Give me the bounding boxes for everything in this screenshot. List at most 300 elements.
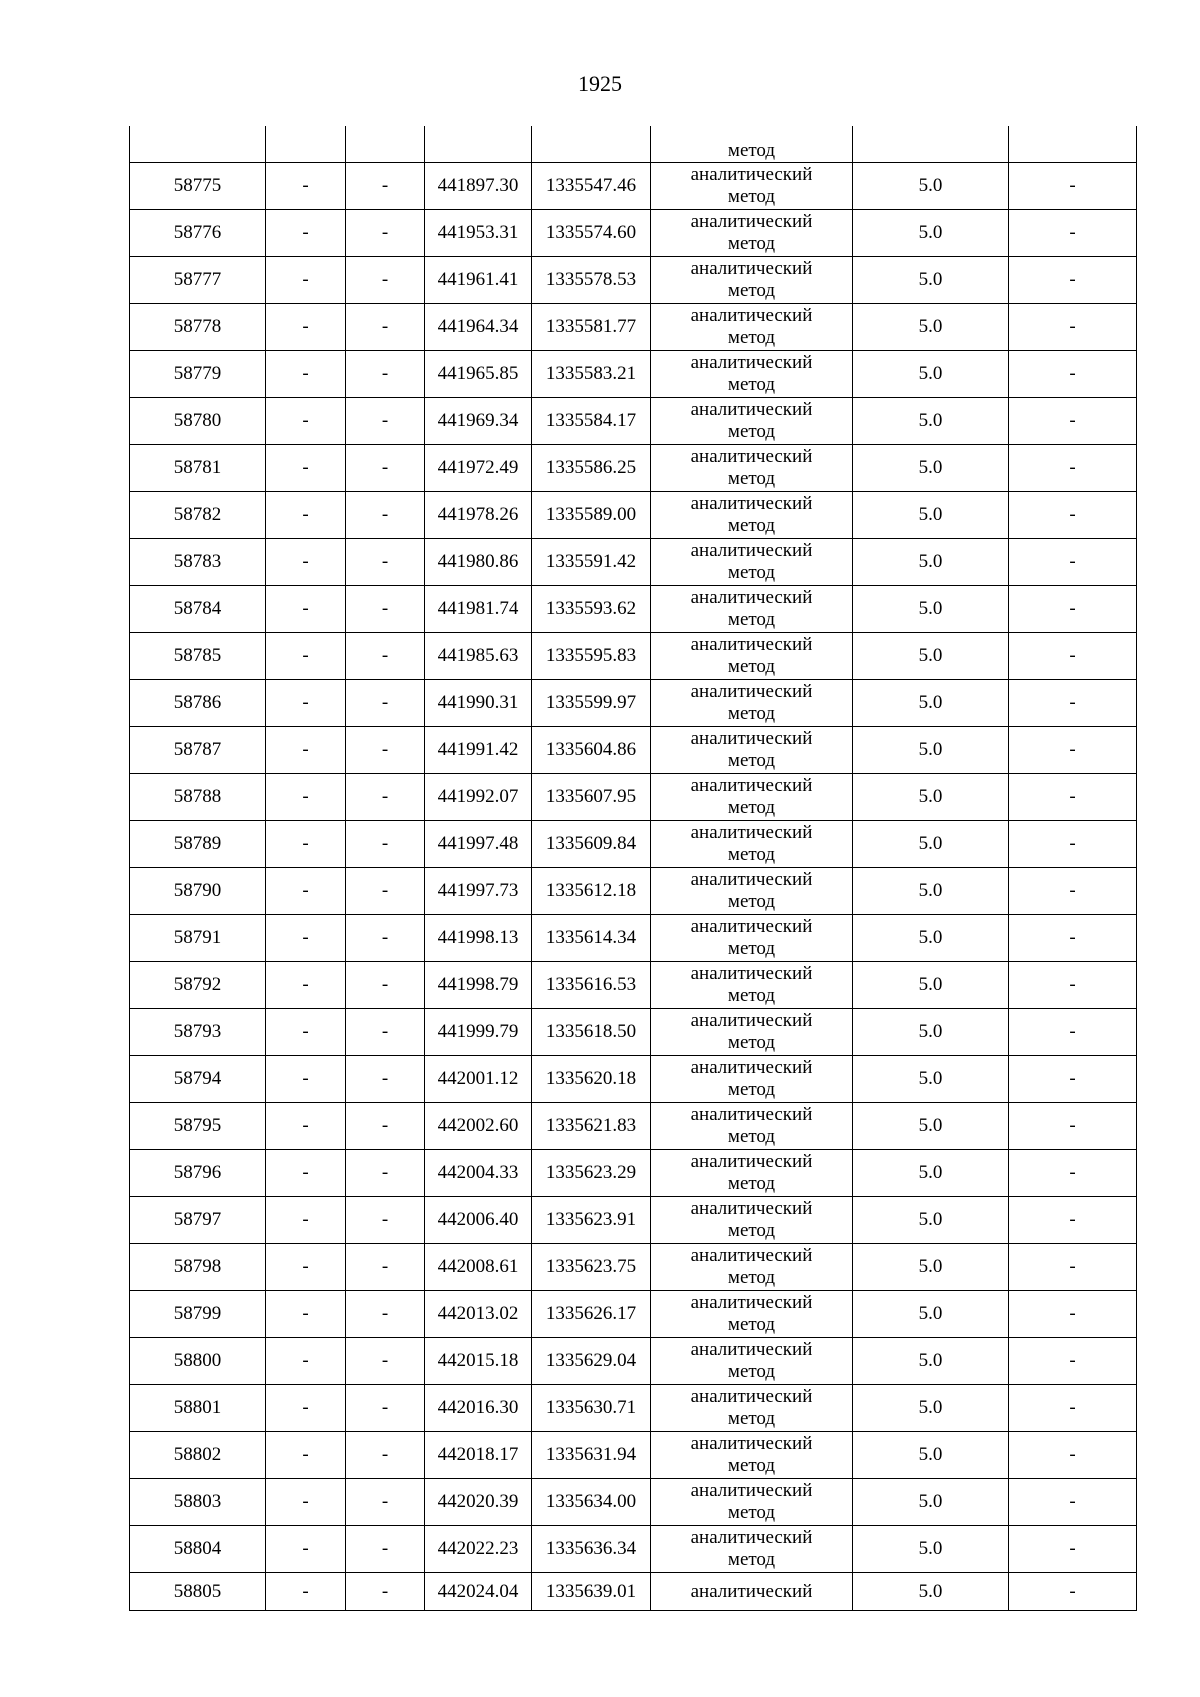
cell-point-id: 58789 <box>130 821 266 868</box>
cell-point-id: 58803 <box>130 1479 266 1526</box>
method-line-1: аналитический <box>690 1339 813 1360</box>
method-line-1: аналитический <box>690 1245 813 1266</box>
cell-method <box>651 398 853 445</box>
cell-method <box>651 1009 853 1056</box>
cell-col3: - <box>346 163 425 210</box>
cell-col2: - <box>266 1432 346 1479</box>
cell-col8: - <box>1009 1009 1137 1056</box>
cell-y: 1335639.01 <box>532 1573 651 1611</box>
cell-y: 1335581.77 <box>532 304 651 351</box>
cell-method <box>651 1197 853 1244</box>
cell-col3: - <box>346 1385 425 1432</box>
cell-col2: - <box>266 1291 346 1338</box>
cell-x: 441997.73 <box>425 868 532 915</box>
method-line-1: аналитический <box>690 352 813 373</box>
cell-accuracy: 5.0 <box>853 398 1009 445</box>
cell-col8: - <box>1009 539 1137 586</box>
cell-accuracy: 5.0 <box>853 539 1009 586</box>
table-row <box>130 727 1137 774</box>
cell-col3: - <box>346 1103 425 1150</box>
cell-accuracy: 5.0 <box>853 1197 1009 1244</box>
method-line-1: аналитический <box>690 1057 813 1078</box>
cell-y: 1335583.21 <box>532 351 651 398</box>
cell-point-id: 58805 <box>130 1573 266 1611</box>
cell-col2: - <box>266 1479 346 1526</box>
cell-col8: - <box>1009 304 1137 351</box>
cell-col3: - <box>346 1338 425 1385</box>
method-line-1: аналитический <box>690 728 813 749</box>
cell-accuracy: 5.0 <box>853 633 1009 680</box>
cell-point-id: 58795 <box>130 1103 266 1150</box>
method-line-1: аналитический <box>690 399 813 420</box>
method-line-2: метод <box>727 797 776 818</box>
table-row <box>130 539 1137 586</box>
cell-y: 1335586.25 <box>532 445 651 492</box>
method-line-2: метод <box>727 515 776 536</box>
cell-x: 442018.17 <box>425 1432 532 1479</box>
cell-y: 1335593.62 <box>532 586 651 633</box>
cell-col3: - <box>346 774 425 821</box>
cell-col8: - <box>1009 1526 1137 1573</box>
method-line-2: метод <box>727 844 776 865</box>
cell-method <box>651 774 853 821</box>
cell-col2: - <box>266 1009 346 1056</box>
table-row <box>130 1432 1137 1479</box>
table-row <box>130 257 1137 304</box>
cell-x: 442002.60 <box>425 1103 532 1150</box>
method-line-2: метод <box>727 1361 776 1382</box>
cell-col3: - <box>346 1056 425 1103</box>
cell-x: 442013.02 <box>425 1291 532 1338</box>
cell-x: 441961.41 <box>425 257 532 304</box>
cell-col8: - <box>1009 586 1137 633</box>
cell-x: 441980.86 <box>425 539 532 586</box>
cell-point-id: 58800 <box>130 1338 266 1385</box>
table-row <box>130 1056 1137 1103</box>
method-line-2: метод <box>727 468 776 489</box>
method-line-1: аналитический <box>690 1386 813 1407</box>
cell-y: 1335630.71 <box>532 1385 651 1432</box>
cell-method <box>651 680 853 727</box>
cell-col2: - <box>266 962 346 1009</box>
cell-empty <box>532 126 651 163</box>
cell-x: 441978.26 <box>425 492 532 539</box>
cell-col2: - <box>266 257 346 304</box>
cell-accuracy: 5.0 <box>853 727 1009 774</box>
cell-method <box>651 210 853 257</box>
cell-point-id: 58799 <box>130 1291 266 1338</box>
cell-y: 1335629.04 <box>532 1338 651 1385</box>
cell-method <box>651 539 853 586</box>
cell-point-id: 58802 <box>130 1432 266 1479</box>
cell-method <box>651 1291 853 1338</box>
cell-col2: - <box>266 727 346 774</box>
cell-y: 1335595.83 <box>532 633 651 680</box>
cell-col8: - <box>1009 962 1137 1009</box>
cell-accuracy: 5.0 <box>853 915 1009 962</box>
cell-col8: - <box>1009 1197 1137 1244</box>
cell-y: 1335623.91 <box>532 1197 651 1244</box>
cell-col8: - <box>1009 1291 1137 1338</box>
cell-accuracy: 5.0 <box>853 1150 1009 1197</box>
cell-x: 442020.39 <box>425 1479 532 1526</box>
cell-accuracy: 5.0 <box>853 351 1009 398</box>
table-row <box>130 1526 1137 1573</box>
cell-accuracy: 5.0 <box>853 821 1009 868</box>
cell-accuracy: 5.0 <box>853 492 1009 539</box>
cell-method-continuation: метод <box>651 126 853 163</box>
cell-point-id: 58775 <box>130 163 266 210</box>
table-row <box>130 1197 1137 1244</box>
method-line-1: аналитический <box>690 211 813 232</box>
cell-col8: - <box>1009 633 1137 680</box>
cell-col2: - <box>266 539 346 586</box>
cell-method <box>651 1338 853 1385</box>
cell-col3: - <box>346 445 425 492</box>
cell-accuracy: 5.0 <box>853 1103 1009 1150</box>
table-row <box>130 821 1137 868</box>
cell-accuracy: 5.0 <box>853 586 1009 633</box>
cell-col3: - <box>346 257 425 304</box>
cell-col2: - <box>266 586 346 633</box>
cell-point-id: 58804 <box>130 1526 266 1573</box>
method-line-1: аналитический <box>690 1433 813 1454</box>
cell-col2: - <box>266 868 346 915</box>
method-line-1: аналитический <box>690 164 813 185</box>
cell-col3: - <box>346 304 425 351</box>
cell-method <box>651 1479 853 1526</box>
cell-y: 1335584.17 <box>532 398 651 445</box>
method-line-2: метод <box>727 562 776 583</box>
cell-y: 1335612.18 <box>532 868 651 915</box>
cell-x: 441997.48 <box>425 821 532 868</box>
cell-y: 1335618.50 <box>532 1009 651 1056</box>
cell-col3: - <box>346 1432 425 1479</box>
cell-empty <box>1009 126 1137 163</box>
cell-col8: - <box>1009 1479 1137 1526</box>
cell-accuracy: 5.0 <box>853 1479 1009 1526</box>
cell-point-id: 58801 <box>130 1385 266 1432</box>
table-row <box>130 1150 1137 1197</box>
cell-col8: - <box>1009 868 1137 915</box>
cell-x: 442024.04 <box>425 1573 532 1611</box>
cell-x: 441990.31 <box>425 680 532 727</box>
cell-accuracy: 5.0 <box>853 774 1009 821</box>
table-row <box>130 1009 1137 1056</box>
cell-col2: - <box>266 1338 346 1385</box>
cell-col2: - <box>266 821 346 868</box>
cell-col8: - <box>1009 398 1137 445</box>
continuation-row <box>130 126 1137 163</box>
cell-point-id: 58798 <box>130 1244 266 1291</box>
table-row <box>130 1244 1137 1291</box>
method-line-1: аналитический <box>690 493 813 514</box>
cell-x: 441965.85 <box>425 351 532 398</box>
cell-empty <box>266 126 346 163</box>
method-line-2: метод <box>727 1267 776 1288</box>
cell-x: 441985.63 <box>425 633 532 680</box>
cell-x: 441998.13 <box>425 915 532 962</box>
method-line-2: метод <box>727 750 776 771</box>
cell-method <box>651 492 853 539</box>
cell-col3: - <box>346 586 425 633</box>
cell-point-id: 58779 <box>130 351 266 398</box>
cell-point-id: 58796 <box>130 1150 266 1197</box>
method-line-1: аналитический <box>690 634 813 655</box>
cell-col8: - <box>1009 1338 1137 1385</box>
cell-col2: - <box>266 445 346 492</box>
cell-col3: - <box>346 1150 425 1197</box>
cell-accuracy: 5.0 <box>853 1432 1009 1479</box>
method-line-1: аналитический <box>690 822 813 843</box>
cell-col8: - <box>1009 210 1137 257</box>
cell-col8: - <box>1009 1385 1137 1432</box>
cell-method <box>651 351 853 398</box>
table-row <box>130 915 1137 962</box>
cell-accuracy: 5.0 <box>853 1291 1009 1338</box>
cell-col2: - <box>266 210 346 257</box>
cell-col2: - <box>266 1573 346 1611</box>
cell-method <box>651 304 853 351</box>
cell-point-id: 58776 <box>130 210 266 257</box>
cell-col8: - <box>1009 351 1137 398</box>
cell-method <box>651 586 853 633</box>
cell-col2: - <box>266 398 346 445</box>
cell-col2: - <box>266 1103 346 1150</box>
cell-method: аналитический <box>651 1573 853 1611</box>
table-row <box>130 774 1137 821</box>
cell-y: 1335620.18 <box>532 1056 651 1103</box>
cell-col2: - <box>266 633 346 680</box>
cell-accuracy: 5.0 <box>853 445 1009 492</box>
cell-col3: - <box>346 915 425 962</box>
method-line-2: метод <box>727 1549 776 1570</box>
table-row <box>130 492 1137 539</box>
method-line-2: метод <box>727 327 776 348</box>
cell-x: 442015.18 <box>425 1338 532 1385</box>
cell-col3: - <box>346 633 425 680</box>
cell-y: 1335591.42 <box>532 539 651 586</box>
cell-point-id: 58778 <box>130 304 266 351</box>
cell-col8: - <box>1009 1150 1137 1197</box>
cell-method <box>651 868 853 915</box>
cell-col3: - <box>346 1291 425 1338</box>
cell-accuracy: 5.0 <box>853 1573 1009 1611</box>
cell-point-id: 58792 <box>130 962 266 1009</box>
table-row <box>130 1338 1137 1385</box>
method-line-2: метод <box>727 186 776 207</box>
cell-accuracy: 5.0 <box>853 680 1009 727</box>
cell-accuracy: 5.0 <box>853 1009 1009 1056</box>
method-line-1: аналитический <box>690 1010 813 1031</box>
method-line-1: аналитический <box>690 446 813 467</box>
coordinates-table <box>129 126 1137 1611</box>
cell-col8: - <box>1009 821 1137 868</box>
method-line-1: аналитический <box>690 681 813 702</box>
cell-method <box>651 633 853 680</box>
cell-method <box>651 1056 853 1103</box>
cell-accuracy: 5.0 <box>853 163 1009 210</box>
method-line-1: аналитический <box>690 1104 813 1125</box>
method-line-2: метод <box>727 1314 776 1335</box>
cell-method <box>651 1526 853 1573</box>
table-row <box>130 1479 1137 1526</box>
cell-col8: - <box>1009 257 1137 304</box>
table-row <box>130 398 1137 445</box>
cell-method <box>651 1385 853 1432</box>
cell-y: 1335599.97 <box>532 680 651 727</box>
cell-x: 441999.79 <box>425 1009 532 1056</box>
cell-y: 1335589.00 <box>532 492 651 539</box>
cell-method <box>651 915 853 962</box>
cell-accuracy: 5.0 <box>853 962 1009 1009</box>
method-line-2: метод <box>727 1220 776 1241</box>
cell-method <box>651 1432 853 1479</box>
cell-point-id: 58784 <box>130 586 266 633</box>
cell-x: 441964.34 <box>425 304 532 351</box>
cell-method <box>651 821 853 868</box>
cell-col3: - <box>346 1526 425 1573</box>
method-line-1: аналитический <box>690 1198 813 1219</box>
table-row <box>130 1103 1137 1150</box>
cell-col3: - <box>346 398 425 445</box>
cell-col3: - <box>346 868 425 915</box>
cell-y: 1335623.75 <box>532 1244 651 1291</box>
cell-accuracy: 5.0 <box>853 1385 1009 1432</box>
cell-col2: - <box>266 304 346 351</box>
cell-y: 1335604.86 <box>532 727 651 774</box>
method-line-1: аналитический <box>690 963 813 984</box>
cell-col3: - <box>346 1479 425 1526</box>
cell-x: 441969.34 <box>425 398 532 445</box>
cell-x: 441981.74 <box>425 586 532 633</box>
cell-point-id: 58794 <box>130 1056 266 1103</box>
method-line-2: метод <box>727 1502 776 1523</box>
cell-y: 1335614.34 <box>532 915 651 962</box>
cell-col3: - <box>346 821 425 868</box>
cell-accuracy: 5.0 <box>853 210 1009 257</box>
cell-y: 1335616.53 <box>532 962 651 1009</box>
cell-y: 1335578.53 <box>532 257 651 304</box>
cell-col2: - <box>266 1244 346 1291</box>
method-line-1: аналитический <box>690 540 813 561</box>
cell-y: 1335623.29 <box>532 1150 651 1197</box>
method-line-1: аналитический <box>690 305 813 326</box>
cell-point-id: 58793 <box>130 1009 266 1056</box>
cell-col3: - <box>346 962 425 1009</box>
table-row <box>130 680 1137 727</box>
cell-point-id: 58781 <box>130 445 266 492</box>
cell-x: 442008.61 <box>425 1244 532 1291</box>
cell-col3: - <box>346 1009 425 1056</box>
cell-x: 441992.07 <box>425 774 532 821</box>
cell-col2: - <box>266 1385 346 1432</box>
method-line-2: метод <box>727 891 776 912</box>
cell-point-id: 58791 <box>130 915 266 962</box>
cell-point-id: 58786 <box>130 680 266 727</box>
cell-point-id: 58790 <box>130 868 266 915</box>
cell-col3: - <box>346 680 425 727</box>
cell-point-id: 58787 <box>130 727 266 774</box>
cell-col3: - <box>346 1244 425 1291</box>
method-line-1: аналитический <box>690 1480 813 1501</box>
method-line-1: аналитический <box>690 916 813 937</box>
method-line-2: метод <box>727 1032 776 1053</box>
cell-col2: - <box>266 1197 346 1244</box>
cell-empty <box>346 126 425 163</box>
method-line-1: аналитический <box>690 1527 813 1548</box>
cell-accuracy: 5.0 <box>853 1244 1009 1291</box>
method-line-2: метод <box>727 938 776 959</box>
cell-accuracy: 5.0 <box>853 304 1009 351</box>
table-row <box>130 633 1137 680</box>
cell-col8: - <box>1009 1432 1137 1479</box>
method-line-2: метод <box>727 1126 776 1147</box>
cell-point-id: 58785 <box>130 633 266 680</box>
cell-col2: - <box>266 774 346 821</box>
cell-col3: - <box>346 210 425 257</box>
table-row <box>130 1385 1137 1432</box>
cell-col3: - <box>346 492 425 539</box>
table-row <box>130 1291 1137 1338</box>
cell-empty <box>425 126 532 163</box>
cell-col8: - <box>1009 915 1137 962</box>
method-line-2: метод <box>727 374 776 395</box>
cell-col2: - <box>266 492 346 539</box>
cell-y: 1335626.17 <box>532 1291 651 1338</box>
table-row <box>130 351 1137 398</box>
cell-col2: - <box>266 1150 346 1197</box>
cell-method <box>651 1244 853 1291</box>
cell-accuracy: 5.0 <box>853 1526 1009 1573</box>
method-line-2: метод <box>727 1173 776 1194</box>
cell-col2: - <box>266 915 346 962</box>
cell-x: 442004.33 <box>425 1150 532 1197</box>
cell-col2: - <box>266 1056 346 1103</box>
cell-y: 1335621.83 <box>532 1103 651 1150</box>
method-line-2: метод <box>727 421 776 442</box>
cell-x: 441998.79 <box>425 962 532 1009</box>
method-line-1: аналитический <box>690 869 813 890</box>
cell-method <box>651 445 853 492</box>
method-line-2: метод <box>727 1455 776 1476</box>
method-line-1: аналитический <box>690 1151 813 1172</box>
cell-col8: - <box>1009 727 1137 774</box>
cell-point-id: 58782 <box>130 492 266 539</box>
cell-col2: - <box>266 163 346 210</box>
cell-point-id: 58797 <box>130 1197 266 1244</box>
method-line-1: аналитический <box>690 587 813 608</box>
method-line-2: метод <box>727 609 776 630</box>
method-line-2: метод <box>727 656 776 677</box>
cell-col8: - <box>1009 445 1137 492</box>
cell-x: 442022.23 <box>425 1526 532 1573</box>
cell-y: 1335574.60 <box>532 210 651 257</box>
method-line-2: метод <box>727 280 776 301</box>
cell-method <box>651 257 853 304</box>
table-row <box>130 962 1137 1009</box>
cell-method <box>651 163 853 210</box>
method-line-2: метод <box>727 1079 776 1100</box>
cell-col8: - <box>1009 163 1137 210</box>
page-number: 1925 <box>578 71 622 96</box>
cell-col2: - <box>266 680 346 727</box>
cell-method <box>651 962 853 1009</box>
table-row-last <box>130 1573 1137 1611</box>
cell-accuracy: 5.0 <box>853 868 1009 915</box>
cell-x: 442016.30 <box>425 1385 532 1432</box>
cell-col8: - <box>1009 1103 1137 1150</box>
